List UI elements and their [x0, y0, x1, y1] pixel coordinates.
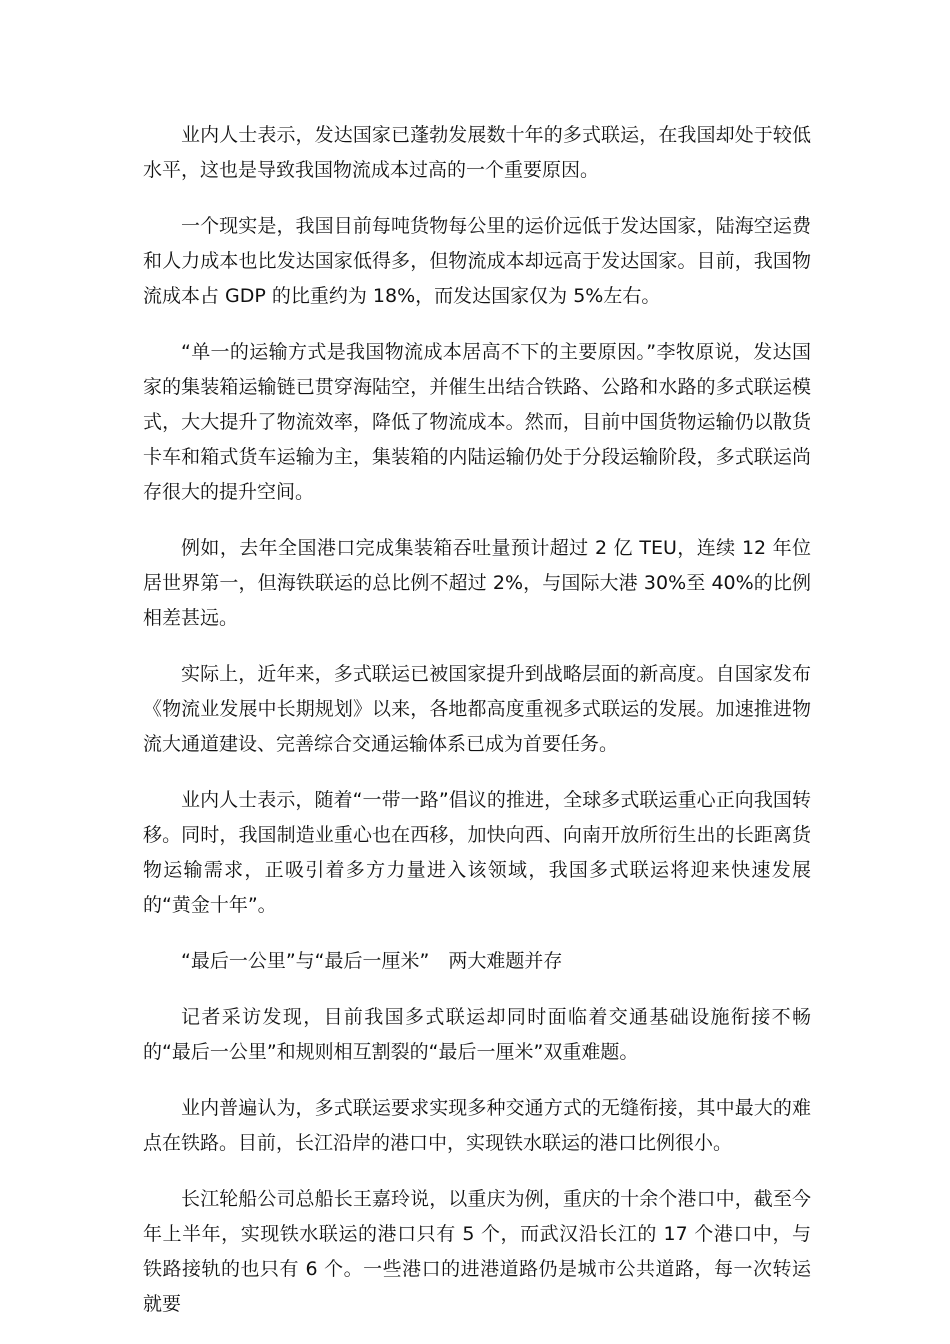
section-subheading: “最后一公里”与“最后一厘米” 两大难题并存 — [181, 950, 563, 972]
paragraph-8: 业内普遍认为，多式联运要求实现多种交通方式的无缝衔接，其中最大的难点在铁路。目前，长江沿岸的港口中，实现铁水联运的港口比例很小。 — [143, 1097, 811, 1154]
paragraph-5: 实际上，近年来，多式联运已被国家提升到战略层面的新高度。自国家发布《物流业发展中长期规划》以来，各地都高度重视多式联运的发展。加速推进物流大通道建设、完善综合交通运输体系已成为首要任务。 — [143, 663, 811, 755]
paragraph-3: “单一的运输方式是我国物流成本居高不下的主要原因。”李牧原说，发达国家的集装箱运输链已贯穿海陆空，并催生出结合铁路、公路和水路的多式联运模式，大大提升了物流效率，降低了物流成本。然而，目前中国货物运输仍以散货卡车和箱式货车运输为主，集装箱的内陆运输仍处于分段运输阶段，多式联运尚存很大的提升空间。 — [143, 341, 811, 503]
paragraph-6: 业内人士表示，随着“一带一路”倡议的推进，全球多式联运重心正向我国转移。同时，我国制造业重心也在西移，加快向西、向南开放所衍生出的长距离货物运输需求，正吸引着多方力量进入该领域，我国多式联运将迎来快速发展的“黄金十年”。 — [143, 789, 811, 916]
paragraph-7: 记者采访发现，目前我国多式联运却同时面临着交通基础设施衔接不畅的“最后一公里”和规则相互割裂的“最后一厘米”双重难题。 — [143, 1006, 811, 1063]
paragraph-9: 长江轮船公司总船长王嘉玲说，以重庆为例，重庆的十余个港口中，截至今年上半年，实现铁水联运的港口只有 5 个，而武汉沿长江的 17 个港口中，与铁路接轨的也只有 6 个。一些港口的进港道路仍是城市公共道路，每一次转运就要 — [143, 1188, 811, 1315]
paragraph-4: 例如，去年全国港口完成集装箱吞吐量预计超过 2 亿 TEU，连续 12 年位居世界第一，但海铁联运的总比例不超过 2%，与国际大港 30%至 40%的比例相差甚远。 — [143, 537, 811, 629]
paragraph-1: 业内人士表示，发达国家已蓬勃发展数十年的多式联运，在我国却处于较低水平，这也是导致我国物流成本过高的一个重要原因。 — [143, 124, 811, 181]
paragraph-2: 一个现实是，我国目前每吨货物每公里的运价远低于发达国家，陆海空运费和人力成本也比发达国家低得多，但物流成本却远高于发达国家。目前，我国物流成本占 GDP 的比重约为 18%，而发达国家仅为 5%左右。 — [143, 215, 811, 307]
document-page — [143, 118, 811, 1343]
